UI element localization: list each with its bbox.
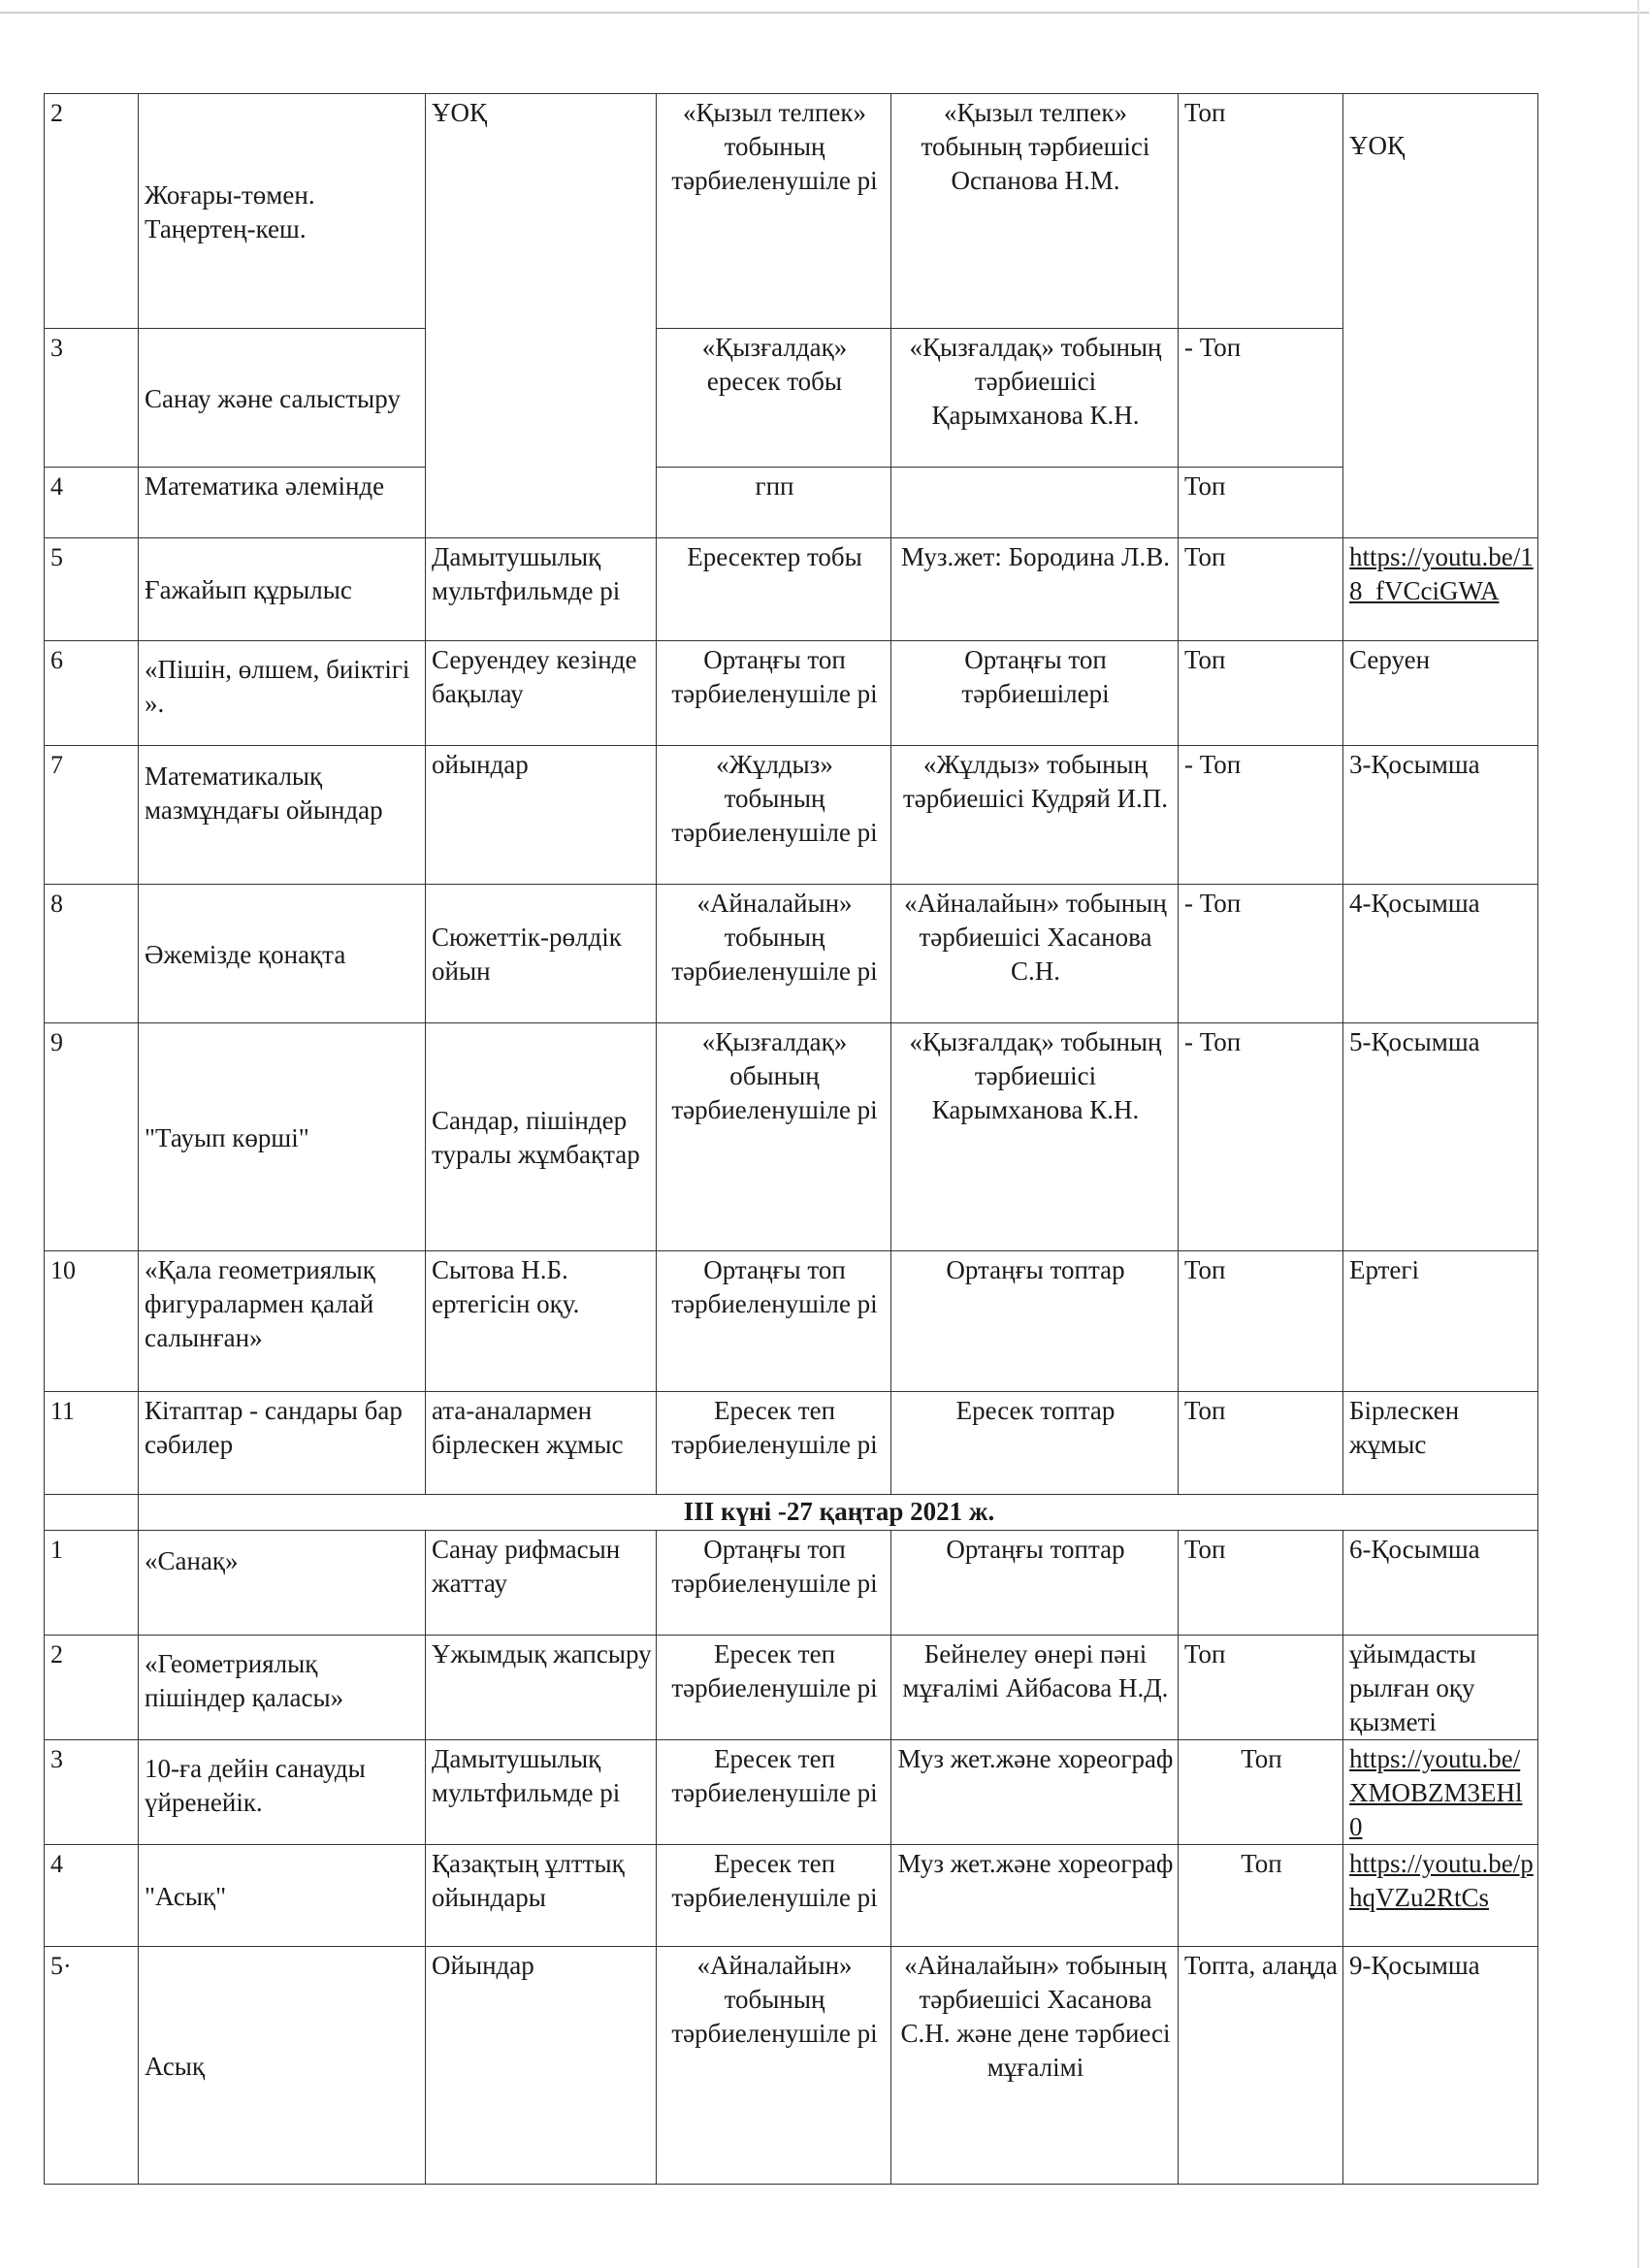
row-participants: «Қызғалдақ» обының тәрбиеленушіле рі xyxy=(657,1023,891,1251)
row-responsible: «Қызыл телпек» тобының тәрбиешісі Оспанова Н.М. xyxy=(891,94,1179,329)
table-row xyxy=(45,1023,1538,1251)
video-link[interactable]: https://youtu.be/18_fVCciGWA xyxy=(1349,542,1534,605)
row-form: Дамытушылық мультфильмде рі xyxy=(426,538,657,641)
row-place: Топ xyxy=(1179,1636,1343,1740)
table-row xyxy=(45,94,1538,329)
row-number: 4 xyxy=(45,468,139,538)
row-number: 10 xyxy=(45,1251,139,1392)
row-participants: Ересек теп тәрбиеленушіле рі xyxy=(657,1636,891,1740)
row-participants: Ересектер тобы xyxy=(657,538,891,641)
row-note: Бірлескен жұмыс xyxy=(1343,1392,1538,1495)
row-place: - Топ xyxy=(1179,1023,1343,1251)
schedule-table xyxy=(44,93,1538,2185)
scan-right-edge xyxy=(1637,0,1639,2268)
row-responsible: «Айналайын» тобының тәрбиешісі Хасанова С.Н. xyxy=(891,885,1179,1023)
row-form: ҰОҚ xyxy=(426,94,657,538)
row-title: 10-ға дейін санауды үйренейік. xyxy=(139,1740,426,1845)
row-form: Серуендеу кезінде бақылау xyxy=(426,641,657,746)
row-note: 4-Қосымша xyxy=(1343,885,1538,1023)
row-responsible: «Жұлдыз» тобының тәрбиешісі Кудряй И.П. xyxy=(891,746,1179,885)
row-participants: Ересек теп тәрбиеленушіле рі xyxy=(657,1392,891,1495)
row-place: Топ xyxy=(1179,468,1343,538)
row-number: 2 xyxy=(45,1636,139,1740)
row-place: Топ xyxy=(1179,538,1343,641)
row-note: 3-Қосымша xyxy=(1343,746,1538,885)
row-note: Ертегі xyxy=(1343,1251,1538,1392)
table-row xyxy=(45,538,1538,641)
row-title: «Пішін, өлшем, биіктігі ». xyxy=(139,641,426,746)
row-title: Математика әлемінде xyxy=(139,468,426,538)
row-number: 2 xyxy=(45,94,139,329)
row-responsible: «Қызғалдақ» тобының тәрбиешісі Карымханова К.Н. xyxy=(891,1023,1179,1251)
row-place: Топ xyxy=(1179,1845,1343,1947)
row-note-link[interactable] xyxy=(1343,1845,1538,1947)
row-responsible: Ортаңғы топтар xyxy=(891,1251,1179,1392)
row-place: Топ xyxy=(1179,1740,1343,1845)
row-responsible: Бейнелеу өнері пәні мұғалімі Айбасова Н.Д. xyxy=(891,1636,1179,1740)
row-number: 7 xyxy=(45,746,139,885)
row-note-link[interactable] xyxy=(1343,538,1538,641)
row-participants: Ортаңғы топ тәрбиеленушіле рі xyxy=(657,1531,891,1636)
row-note-link[interactable] xyxy=(1343,1740,1538,1845)
row-participants: «Айналайын» тобының тәрбиеленушіле рі xyxy=(657,1947,891,2185)
row-responsible: Муз жет.және хореограф xyxy=(891,1740,1179,1845)
row-responsible: «Айналайын» тобының тәрбиешісі Хасанова С.Н. және дене тәрбиесі мұғалімі xyxy=(891,1947,1179,2185)
row-number: 3 xyxy=(45,329,139,468)
row-title: «Геометриялық пішіндер қаласы» xyxy=(139,1636,426,1740)
row-place: - Топ xyxy=(1179,746,1343,885)
row-number: 3 xyxy=(45,1740,139,1845)
row-place: Топ xyxy=(1179,1392,1343,1495)
row-note: ұйымдасты рылған оқу қызметі xyxy=(1343,1636,1538,1740)
row-responsible: «Қызғалдақ» тобының тәрбиешісі Қарымханова К.Н. xyxy=(891,329,1179,468)
video-link[interactable]: https://youtu.be/phqVZu2RtCs xyxy=(1349,1849,1534,1912)
row-note: 5-Қосымша xyxy=(1343,1023,1538,1251)
table-row xyxy=(45,641,1538,746)
day-header: III күні -27 қаңтар 2021 ж. xyxy=(139,1495,1538,1531)
row-participants: гпп xyxy=(657,468,891,538)
day-header-spacer xyxy=(45,1495,139,1531)
row-note: 6-Қосымша xyxy=(1343,1531,1538,1636)
row-number: 6 xyxy=(45,641,139,746)
row-form: ата-аналармен бірлескен жұмыс xyxy=(426,1392,657,1495)
row-number: 5 xyxy=(45,538,139,641)
row-number: 4 xyxy=(45,1845,139,1947)
row-form: Сандар, пішіндер туралы жұмбақтар xyxy=(426,1023,657,1251)
table-row xyxy=(45,1947,1538,2185)
table-row xyxy=(45,746,1538,885)
row-responsible: Муз жет.және хореограф xyxy=(891,1845,1179,1947)
table-row xyxy=(45,1531,1538,1636)
row-note: Серуен xyxy=(1343,641,1538,746)
row-responsible: Муз.жет: Бородина Л.В. xyxy=(891,538,1179,641)
row-title: "Тауып көрші" xyxy=(139,1023,426,1251)
table-row xyxy=(45,1636,1538,1740)
row-note: ҰОҚ xyxy=(1343,94,1538,538)
row-number: 9 xyxy=(45,1023,139,1251)
table-row xyxy=(45,1740,1538,1845)
row-responsible: Ортаңғы топтар xyxy=(891,1531,1179,1636)
row-place: Топта, алаңда xyxy=(1179,1947,1343,2185)
row-number: 11 xyxy=(45,1392,139,1495)
row-place: Топ xyxy=(1179,1251,1343,1392)
row-participants: «Айналайын» тобының тәрбиеленушіле рі xyxy=(657,885,891,1023)
row-participants: Ересек теп тәрбиеленушіле рі xyxy=(657,1740,891,1845)
row-participants: Ортаңғы топ тәрбиеленушіле рі xyxy=(657,1251,891,1392)
row-participants: «Қызғалдақ» ересек тобы xyxy=(657,329,891,468)
row-participants: Ортаңғы топ тәрбиеленушіле рі xyxy=(657,641,891,746)
row-title: Жоғары-төмен. Таңертең-кеш. xyxy=(139,94,426,329)
table-row xyxy=(45,885,1538,1023)
row-number: 8 xyxy=(45,885,139,1023)
table-row xyxy=(45,1845,1538,1947)
table-row xyxy=(45,1392,1538,1495)
row-form: ойындар xyxy=(426,746,657,885)
row-form: Сытова Н.Б. ертегісін оқу. xyxy=(426,1251,657,1392)
row-responsible xyxy=(891,468,1179,538)
row-responsible: Ересек топтар xyxy=(891,1392,1179,1495)
row-participants: Ересек теп тәрбиеленушіле рі xyxy=(657,1845,891,1947)
row-title: "Асық" xyxy=(139,1845,426,1947)
table-row xyxy=(45,468,1538,538)
row-title: Математикалық мазмұндағы ойындар xyxy=(139,746,426,885)
scan-top-edge xyxy=(0,12,1649,14)
row-note: 9-Қосымша xyxy=(1343,1947,1538,2185)
row-place: Топ xyxy=(1179,1531,1343,1636)
row-form: Ойындар xyxy=(426,1947,657,2185)
row-title: «Санақ» xyxy=(139,1531,426,1636)
row-title: «Қала геометриялық фигуралармен қалай салынған» xyxy=(139,1251,426,1392)
row-participants: «Қызыл телпек» тобының тәрбиеленушіле рі xyxy=(657,94,891,329)
row-form: Дамытушылық мультфильмде рі xyxy=(426,1740,657,1845)
row-title: Санау және салыстыру xyxy=(139,329,426,468)
day-header-row xyxy=(45,1495,1538,1531)
row-place: Топ xyxy=(1179,641,1343,746)
row-title: Кітаптар - сандары бар сәбилер xyxy=(139,1392,426,1495)
row-title: Асық xyxy=(139,1947,426,2185)
row-place: - Топ xyxy=(1179,329,1343,468)
row-responsible: Ортаңғы топ тәрбиешілері xyxy=(891,641,1179,746)
row-place: - Топ xyxy=(1179,885,1343,1023)
row-form: Қазақтың ұлттық ойындары xyxy=(426,1845,657,1947)
table-row xyxy=(45,329,1538,468)
row-form: Ұжымдық жапсыру xyxy=(426,1636,657,1740)
row-form: Санау рифмасын жаттау xyxy=(426,1531,657,1636)
row-title: Ғажайып құрылыс xyxy=(139,538,426,641)
row-participants: «Жұлдыз» тобының тәрбиеленушіле рі xyxy=(657,746,891,885)
row-place: Топ xyxy=(1179,94,1343,329)
row-title: Әжемізде қонақта xyxy=(139,885,426,1023)
video-link[interactable]: https://youtu.be/XMOBZM3EHl0 xyxy=(1349,1744,1523,1841)
row-form: Сюжеттік-рөлдік ойын xyxy=(426,885,657,1023)
row-number: 1 xyxy=(45,1531,139,1636)
row-number: 5· xyxy=(45,1947,139,2185)
table-row xyxy=(45,1251,1538,1392)
